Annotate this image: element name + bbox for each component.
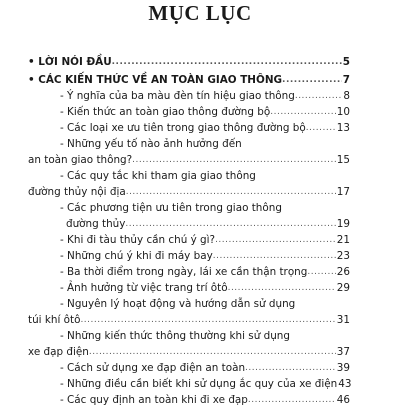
toc-page-number: 7 [342,74,350,86]
toc-entry[interactable] [60,264,350,280]
dot-leader [213,248,336,264]
dot-leader [306,120,336,136]
toc-entry-text: - Những chú ý khi đi máy bay [60,250,213,262]
toc-entry-text: - Khi đi tàu thủy cần chú ý gì? [60,234,216,246]
toc-entry-text-line1: - Các phương tiện ưu tiên trong giao thông [60,202,282,214]
page-title: MỤC LỤC [148,1,252,25]
toc-entry-text: - Cách sử dụng xe đạp điện an toàn [60,362,246,374]
dot-leader [112,54,342,70]
toc-entry[interactable] [60,376,350,392]
toc-entry-text: • CÁC KIẾN THỨC VỀ AN TOÀN GIAO THÔNG [28,74,283,86]
toc-entry[interactable] [60,248,350,264]
toc-entry[interactable] [28,72,350,88]
toc-entry-text: - Các quy định an toàn khi đi xe đạp [60,394,248,406]
toc-entry-text-line1: - Các quy tắc khi tham gia giao thông [60,170,256,182]
toc-entry[interactable] [28,344,350,360]
toc-entry-text: - Các loại xe ưu tiên trong giao thông đường bộ [60,122,306,134]
toc-entry-text: - Ba thời điểm trong ngày, lái xe cần thận trọng [60,266,308,278]
toc-entry-text: - Những điều cần biết khi sử dụng ắc quy của xe điện [60,378,338,390]
toc-page-number: 23 [336,250,350,262]
toc-entry[interactable] [60,280,350,296]
toc-page-number: 21 [336,234,350,246]
toc-page-number: 13 [336,122,350,134]
toc-page-number: 37 [336,346,350,358]
toc-entry[interactable] [60,232,350,248]
dot-leader [270,104,336,120]
toc-entry[interactable] [28,312,350,328]
toc-page-number: 8 [343,90,350,102]
toc-page-number: 31 [336,314,350,326]
dot-leader [282,72,342,88]
toc-entry-text: đường thủy [66,218,126,230]
toc-entry-text-line1: - Những kiến thức thông thường khi sử dụng [60,330,290,342]
toc-entry-text: - Ý nghĩa của ba màu đèn tín hiệu giao thông [60,90,295,102]
toc-page-number: 43 [338,378,352,390]
toc-entry-text: túi khí ôtô [28,314,81,326]
dot-leader [228,280,336,296]
dot-leader [126,184,336,200]
toc-entry[interactable] [66,216,350,232]
dot-leader [89,344,336,360]
toc-page-number: 5 [342,56,350,68]
toc-page-number: 26 [336,266,350,278]
toc-entry-text: - Kiến thức an toàn giao thông đường bộ [60,106,271,118]
toc-entry-text-line1: - Nguyên lý hoạt động và hướng dẫn sử dụng [60,298,296,310]
toc-entry[interactable] [60,88,350,104]
dot-leader [132,152,336,168]
toc-entry[interactable] [28,152,350,168]
dot-leader [245,360,336,376]
toc-entry-text: xe đạp điện [28,346,89,358]
toc-entry-text: • LỜI NÓI ĐẦU [28,56,112,68]
toc-entry-text: đường thủy nội địa [28,186,126,198]
toc-page-number: 19 [336,218,350,230]
toc-page-number: 17 [336,186,350,198]
toc-entry-text: - Ảnh hưởng từ việc trang trí ôtô [60,282,228,294]
dot-leader [248,392,336,408]
toc-entry[interactable] [60,120,350,136]
toc-entry[interactable] [60,104,350,120]
toc-entry[interactable] [60,392,350,408]
dot-leader [125,216,335,232]
toc-page-number: 10 [336,106,350,118]
toc-entry[interactable] [28,54,350,70]
dot-leader [215,232,336,248]
toc-entry-text: an toàn giao thông? [28,154,133,166]
toc-entry-text-line1: - Những yếu tố nào ảnh hưởng đến [60,138,242,150]
toc-page-number: 46 [336,394,350,406]
dot-leader [295,88,343,104]
toc-page-number: 39 [336,362,350,374]
toc-page-number: 29 [336,282,350,294]
dot-leader [307,264,335,280]
toc-entry[interactable] [60,360,350,376]
dot-leader [80,312,335,328]
toc-entry[interactable] [28,184,350,200]
toc-page-number: 15 [336,154,350,166]
